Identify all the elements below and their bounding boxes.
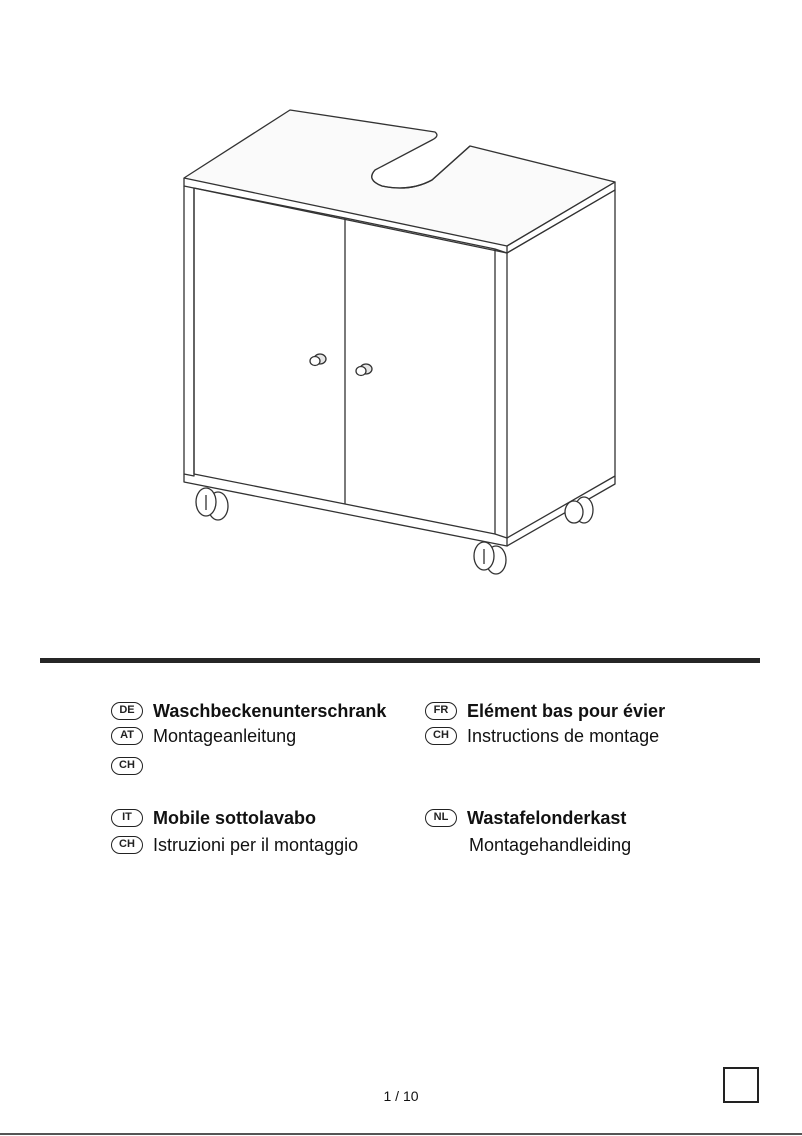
bottom-rule [0,1133,802,1135]
right-front-edge [495,249,507,538]
title-it: Mobile sottolavabo [153,807,317,828]
page-number: 1 / 10 [383,1088,419,1104]
row-de-title [111,699,386,723]
row-de-subtitle [111,724,296,748]
row-it-subtitle [111,833,358,857]
row-de-ch [111,754,153,778]
language-badge-fr: FR [425,702,457,720]
top-surface [184,110,615,246]
language-badge-ch-it: CH [111,836,143,854]
castor-front-right [474,542,506,574]
row-fr-subtitle [425,724,659,748]
castor-back-right [565,497,593,523]
language-badge-it: IT [111,809,143,827]
bottom-plinth-side [507,476,615,546]
subtitle-de: Montageanleitung [153,725,297,746]
title-nl: Wastafelonderkast [467,807,627,828]
subtitle-nl: Montagehandleiding [469,834,632,855]
language-badge-nl: NL [425,809,457,827]
right-side-panel [507,190,615,538]
language-badge-de: DE [111,702,143,720]
language-badge-ch-de: CH [111,757,143,775]
left-panel [184,186,194,476]
row-nl-subtitle [469,833,631,857]
door-left [194,188,345,504]
title-de: Waschbeckenunterschrank [153,700,387,721]
corner-box [723,1067,759,1103]
row-nl-title [425,806,626,830]
subtitle-it: Istruzioni per il montaggio [153,834,359,855]
knob-right [356,364,372,376]
knob-left [310,354,326,366]
door-right [345,218,495,534]
castor-front-left [196,488,228,520]
cabinet-illustration [170,100,630,590]
row-fr-title [425,699,665,723]
row-it-title [111,806,316,830]
language-badge-ch-fr: CH [425,727,457,745]
section-divider [40,658,760,663]
language-badge-at: AT [111,727,143,745]
subtitle-fr: Instructions de montage [467,725,660,746]
title-fr: Elément bas pour évier [467,700,666,721]
